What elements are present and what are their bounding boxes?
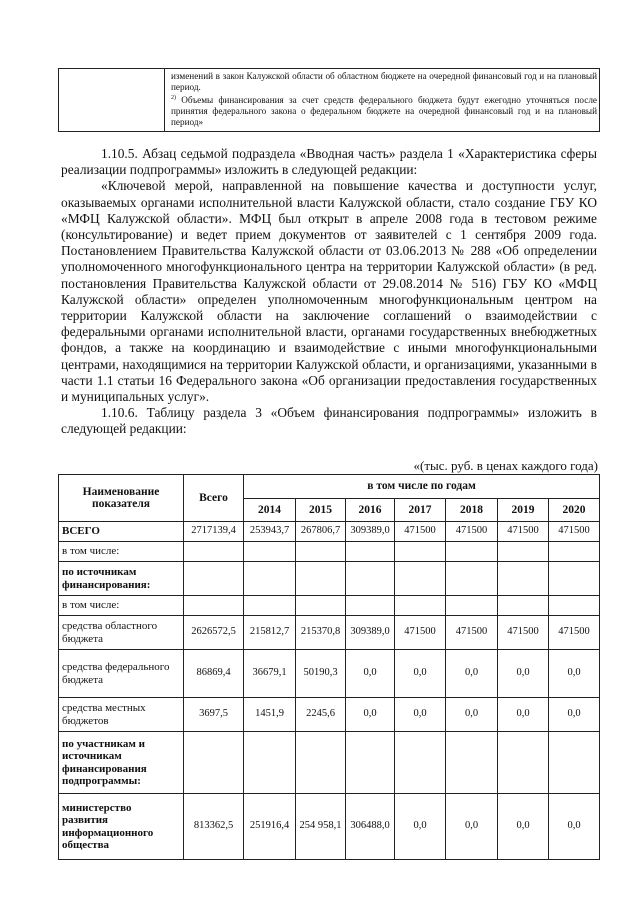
row-total: 813362,5 xyxy=(184,794,244,860)
header-year-2020: 2020 xyxy=(549,499,600,522)
row-value-2015 xyxy=(296,562,346,596)
row-value-2014 xyxy=(244,542,296,562)
header-year-2014: 2014 xyxy=(244,499,296,522)
row-value-2019 xyxy=(498,542,549,562)
row-value-2016: 0,0 xyxy=(346,650,395,698)
row-value-2017: 0,0 xyxy=(395,794,446,860)
table-row xyxy=(59,698,600,732)
row-value-2015 xyxy=(296,542,346,562)
row-total: 3697,5 xyxy=(184,698,244,732)
row-value-2018: 0,0 xyxy=(446,794,498,860)
footnote-line-2 xyxy=(171,93,597,128)
row-value-2016: 306488,0 xyxy=(346,794,395,860)
footnote-line-1: изменений в закон Калужской области об областном бюджете на очередной финансовый год и на плановый период. xyxy=(171,71,597,92)
row-value-2018 xyxy=(446,732,498,794)
row-label: средства федерального бюджета xyxy=(59,650,184,698)
table-row xyxy=(59,732,600,794)
row-label: в том числе: xyxy=(59,542,184,562)
row-value-2017 xyxy=(395,562,446,596)
row-label: средства местных бюджетов xyxy=(59,698,184,732)
row-value-2018 xyxy=(446,542,498,562)
header-year-2015: 2015 xyxy=(296,499,346,522)
row-value-2015: 267806,7 xyxy=(296,522,346,542)
paragraph-1-10-6: 1.10.6. Таблицу раздела 3 «Объем финансирования подпрограммы» изложить в следующей редакции: xyxy=(61,405,597,437)
row-total: 2717139,4 xyxy=(184,522,244,542)
row-value-2017: 471500 xyxy=(395,616,446,650)
row-value-2016 xyxy=(346,732,395,794)
table-row xyxy=(59,794,600,860)
row-value-2014: 36679,1 xyxy=(244,650,296,698)
row-value-2015: 215370,8 xyxy=(296,616,346,650)
row-value-2019: 471500 xyxy=(498,522,549,542)
row-label: ВСЕГО xyxy=(59,522,184,542)
row-value-2016 xyxy=(346,596,395,616)
row-label: средства областного бюджета xyxy=(59,616,184,650)
empty-left-cell xyxy=(59,69,165,131)
row-value-2020: 0,0 xyxy=(549,650,600,698)
table-row xyxy=(59,616,600,650)
table-row xyxy=(59,596,600,616)
row-value-2019: 0,0 xyxy=(498,794,549,860)
row-label: по участникам и источникам финансирования подпрограммы: xyxy=(59,732,184,794)
row-value-2014: 251916,4 xyxy=(244,794,296,860)
row-value-2017: 0,0 xyxy=(395,650,446,698)
row-value-2014: 215812,7 xyxy=(244,616,296,650)
row-value-2018 xyxy=(446,596,498,616)
row-value-2019 xyxy=(498,596,549,616)
footnote-text xyxy=(171,71,597,128)
row-value-2020 xyxy=(549,732,600,794)
header-year-2019: 2019 xyxy=(498,499,549,522)
row-total xyxy=(184,562,244,596)
row-total xyxy=(184,732,244,794)
header-name: Наименование показателя xyxy=(59,475,184,522)
section-text xyxy=(61,146,597,438)
header-years-group: в том числе по годам xyxy=(244,475,600,499)
row-value-2015 xyxy=(296,732,346,794)
header-year-2016: 2016 xyxy=(346,499,395,522)
row-total xyxy=(184,596,244,616)
row-value-2019 xyxy=(498,732,549,794)
row-value-2018: 471500 xyxy=(446,616,498,650)
row-value-2020: 471500 xyxy=(549,616,600,650)
row-value-2014 xyxy=(244,732,296,794)
row-value-2016: 309389,0 xyxy=(346,522,395,542)
table-row xyxy=(59,562,600,596)
row-value-2018 xyxy=(446,562,498,596)
row-total: 86869,4 xyxy=(184,650,244,698)
row-value-2018: 471500 xyxy=(446,522,498,542)
units-caption: «(тыс. руб. в ценах каждого года) xyxy=(413,458,598,473)
table-body xyxy=(59,522,600,860)
paragraph-1-10-5: 1.10.5. Абзац седьмой подраздела «Вводная часть» раздела 1 «Характеристика сферы реализации подпрограммы» изложить в следующей редакции: xyxy=(61,146,597,178)
row-value-2020: 471500 xyxy=(549,522,600,542)
row-value-2015: 2245,6 xyxy=(296,698,346,732)
row-value-2017 xyxy=(395,596,446,616)
row-value-2020 xyxy=(549,596,600,616)
row-value-2015: 254 958,1 xyxy=(296,794,346,860)
row-value-2018: 0,0 xyxy=(446,698,498,732)
footnote-mark: 2) xyxy=(171,95,176,101)
row-value-2019: 0,0 xyxy=(498,650,549,698)
row-value-2014 xyxy=(244,596,296,616)
header-year-2018: 2018 xyxy=(446,499,498,522)
row-value-2015 xyxy=(296,596,346,616)
row-label: министерство развития информационного общества xyxy=(59,794,184,860)
header-year-2017: 2017 xyxy=(395,499,446,522)
row-value-2020: 0,0 xyxy=(549,698,600,732)
financing-table xyxy=(58,474,600,860)
row-total: 2626572,5 xyxy=(184,616,244,650)
row-total xyxy=(184,542,244,562)
row-value-2017: 0,0 xyxy=(395,698,446,732)
table-row xyxy=(59,650,600,698)
row-value-2018: 0,0 xyxy=(446,650,498,698)
footnote-line-2-text: Объемы финансирования за счет средств федерального бюджета будут ежегодно уточняться после принятия федерального закона о федеральном бюджете на очередной финансовый год и на плановый период» xyxy=(171,95,597,128)
row-label: в том числе: xyxy=(59,596,184,616)
row-value-2014: 1451,9 xyxy=(244,698,296,732)
row-value-2014: 253943,7 xyxy=(244,522,296,542)
row-value-2016: 0,0 xyxy=(346,698,395,732)
table-row xyxy=(59,522,600,542)
row-value-2020 xyxy=(549,562,600,596)
paragraph-quote: «Ключевой мерой, направленной на повышение качества и доступности услуг, оказываемых органами исполнительной власти Калужской области, стало создание ГБУ КО «МФЦ Калужской области». МФЦ был открыт в апреле 2008 года в тестовом режиме (консультирование) и ведет прием документов от заявителей с 1 сентября 2009 года. Постановлением Правительства Калужской области от 03.06.2013 № 288 «Об определении уполномоченного многофункционального центра на территории Калужской области» (в ред. постановления Правительства Калужской области от 29.08.2014 № 516) ГБУ КО «МФЦ Калужской области» определен уполномоченным многофункциональным центром на территории Калужской области на заключение соглашений о взаимодействии с федеральными органами исполнительной власти, органами государственных внебюджетных фондов, а также на координацию и взаимодействие с иными многофункциональными центрами, находящимися на территории Калужской области, и организациями, указанными в части 1.1 статьи 16 Федерального закона «Об организации предоставления государственных и муниципальных услуг». xyxy=(61,178,597,405)
row-value-2019: 471500 xyxy=(498,616,549,650)
row-value-2016: 309389,0 xyxy=(346,616,395,650)
row-value-2016 xyxy=(346,542,395,562)
row-label: по источникам финансирования: xyxy=(59,562,184,596)
row-value-2014 xyxy=(244,562,296,596)
previous-table-fragment xyxy=(58,68,600,132)
row-value-2020: 0,0 xyxy=(549,794,600,860)
row-value-2015: 50190,3 xyxy=(296,650,346,698)
row-value-2017 xyxy=(395,542,446,562)
row-value-2020 xyxy=(549,542,600,562)
header-total: Всего xyxy=(184,475,244,522)
row-value-2016 xyxy=(346,562,395,596)
row-value-2017: 471500 xyxy=(395,522,446,542)
table-row xyxy=(59,542,600,562)
row-value-2019 xyxy=(498,562,549,596)
row-value-2019: 0,0 xyxy=(498,698,549,732)
row-value-2017 xyxy=(395,732,446,794)
